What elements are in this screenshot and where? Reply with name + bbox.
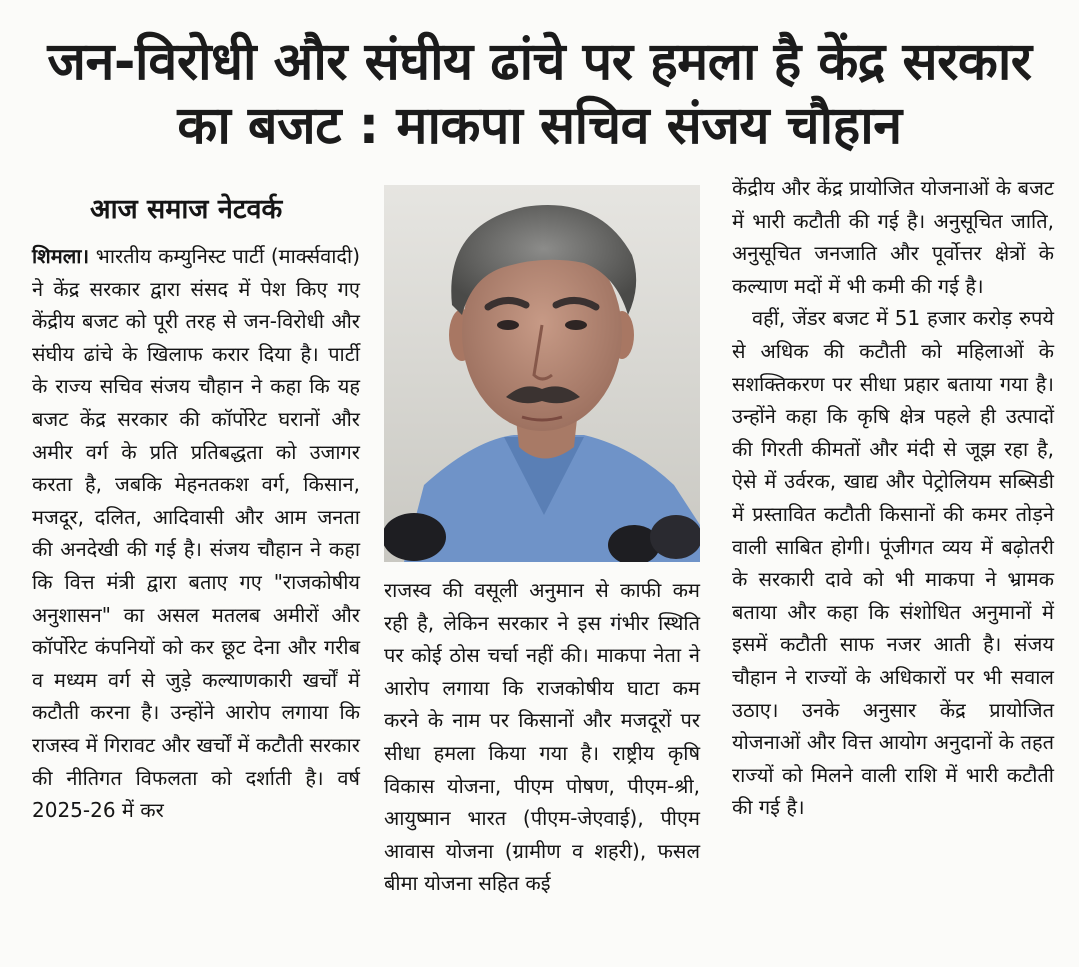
article-column-2 (384, 574, 700, 900)
byline: आज समाज नेटवर्क (90, 194, 283, 225)
column-2-text: राजस्व की वसूली अनुमान से काफी कम रही है, लेकिन सरकार ने इस गंभीर स्थिति पर कोई ठोस चर्चा नहीं की। माकपा नेता ने आरोप लगाया कि राजकोषीय घाटा कम करने के नाम पर किसानों और मजदूरों पर सीधा हमला किया गया है। राष्ट्रीय कृषि विकास योजना, पीएम पोषण, पीएम-श्री, आयुष्मान भारत (पीएम-जेएवाई), पीएम आवास योजना (ग्रामीण व शहरी), फसल बीमा योजना सहित कई (384, 578, 700, 896)
column-1-text: भारतीय कम्युनिस्ट पार्टी (मार्क्सवादी) ने केंद्र सरकार द्वारा संसद में पेश किए गए केंद्रीय बजट को पूरी तरह से जन-विरोधी और संघीय ढांचे के खिलाफ करार दिया है। पार्टी के राज्य सचिव संजय चौहान ने कहा कि यह बजट केंद्र सरकार की कॉर्पोरेट घरानों और अमीर वर्ग के प्रति प्रतिबद्धता को उजागर करता है, जबकि मेहनतकश वर्ग, किसान, मजदूर, दलित, आदिवासी और आम जनता की अनदेखी की गई है। संजय चौहान ने कहा कि वित्त मंत्री द्वारा बताए गए "राजकोषीय अनुशासन" का असल मतलब अमीरों और कॉर्पोरेट कंपनियों को कर छूट देना और गरीब व मध्यम वर्ग से जुड़े कल्याणकारी खर्चों में कटौती करना है। उन्होंने आरोप लगाया कि राजस्व में गिरावट और खर्चों में कटौती सरकार की नीतिगत विफलता को दर्शाती है। वर्ष 2025-26 में कर (32, 244, 361, 823)
headline-line-2: का बजट : माकपा सचिव संजय चौहान (177, 96, 902, 156)
dateline: शिमला। (32, 244, 90, 268)
column-3-paragraph-2: वहीं, जेंडर बजट में 51 हजार करोड़ रुपये से अधिक की कटौती को महिलाओं के सशक्तिकरण पर सीधा प्रहार बताया गया है। उन्होंने कहा कि कृषि क्षेत्र पहले ही उत्पादों की गिरती कीमतों और मंदी से जूझ रहा है, ऐसे में उर्वरक, खाद्य और पेट्रोलियम सब्सिडी में प्रस्तावित कटौती किसानों की कमर तोड़ने वाली साबित होगी। पूंजीगत व्यय में बढ़ोतरी के सरकारी दावे को भी माकपा ने भ्रामक बताया और कहा कि संशोधित अनुमानों में इसमें कटौती साफ नजर आती है। संजय चौहान ने राज्यों के अधिकारों पर भी सवाल उठाए। उनके अनुसार केंद्र प्रायोजित योजनाओं और वित्त आयोग अनुदानों के तहत राज्यों को मिलने वाली राशि में भारी कटौती की गई है। (732, 306, 1054, 820)
leader-photo (384, 185, 700, 562)
column-3-paragraph-1: केंद्रीय और केंद्र प्रायोजित योजनाओं के बजट में भारी कटौती की गई है। अनुसूचित जाति, अनुसूचित जनजाति और पूर्वोत्तर क्षेत्रों के कल्याण मदों में भी कमी की गई है। (732, 176, 1054, 298)
article-column-1 (32, 240, 360, 827)
article-column-3 (732, 172, 1054, 824)
headline (10, 30, 1069, 158)
headline-line-1: जन-विरोधी और संघीय ढांचे पर हमला है केंद्र सरकार (47, 32, 1032, 92)
